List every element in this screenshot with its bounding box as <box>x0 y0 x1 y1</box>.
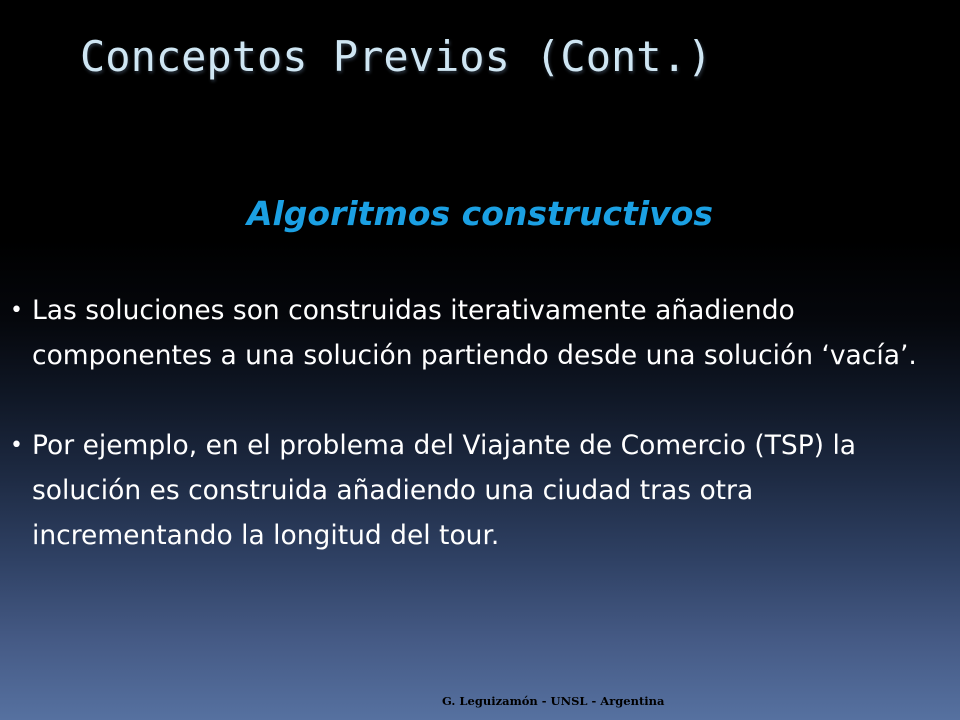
bullet-text: Por ejemplo, en el problema del Viajante de Comercio (TSP) la solución es construida añadiendo una ciudad tras otra incrementando la longitud del tour. <box>32 430 857 551</box>
slide-title: Conceptos Previos (Cont.) <box>80 32 713 81</box>
slide-subtitle: Algoritmos constructivos <box>246 194 714 233</box>
bullet-marker: • <box>10 433 23 458</box>
bullet-text: Las soluciones son construidas iterativamente añadiendo componentes a una solución partiendo desde una solución ‘vacía’. <box>32 295 917 371</box>
bullet-marker: • <box>10 298 23 323</box>
bullet-list <box>0 288 960 603</box>
bullet-item <box>0 423 960 558</box>
bullet-item <box>0 288 960 378</box>
slide-footer: G. Leguizamón - UNSL - Argentina <box>442 694 665 708</box>
